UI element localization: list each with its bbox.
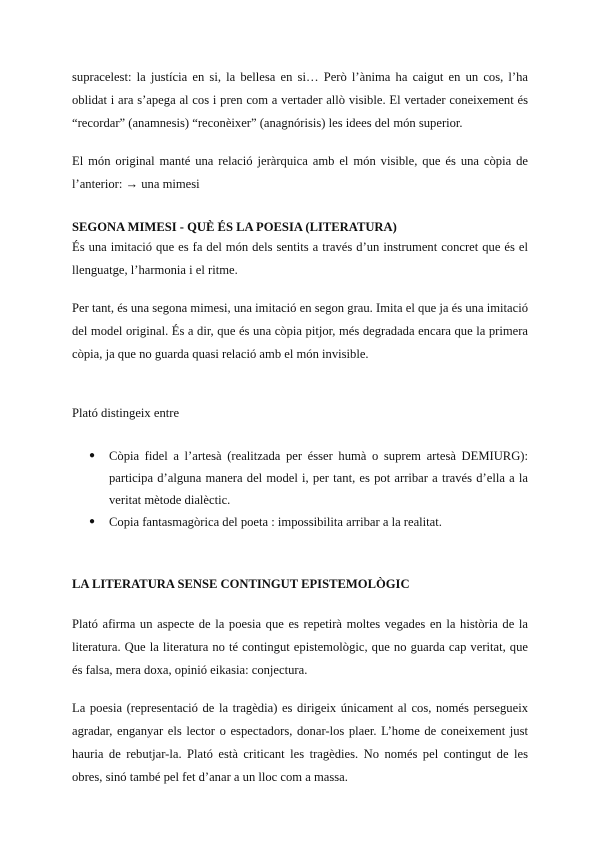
paragraph-plato-afirma: Plató afirma un aspecte de la poesia que es repetirà moltes vegades en la història de la literatura. Que la literatura no té contingut epistemològic, que no guarda cap veritat, que és falsa, mera doxa, opinió eikasia: conjectura. (72, 617, 528, 677)
list-item (72, 445, 528, 511)
heading-segona-mimesi: SEGONA MIMESI - QUÈ ÉS LA POESIA (LITERATURA) (72, 220, 397, 234)
bullet-icon: ● (89, 516, 96, 527)
document-page (72, 66, 528, 789)
paragraph-anamnesis: supracelest: la justícia en si, la bellesa en si… Però l’ànima ha caigut en un cos, l’ha oblidat i ara s’apega al cos i pren com a vertader allò visible. El vertader coneixement és “recordar” (anamnesis) “reconèixer” (anagnórisis) les idees del món superior. (72, 70, 528, 130)
paragraph-mimesi: El món original manté una relació jeràrquica amb el món visible, que és una còpia de l’anterior: → una mimesi (72, 154, 528, 191)
paragraph-plato-distingeix: Plató distingeix entre (72, 406, 180, 420)
heading-literatura-sense-contingut: LA LITERATURA SENSE CONTINGUT EPISTEMOLÒGIC (72, 577, 410, 591)
paragraph-poesia-cos: La poesia (representació de la tragèdia) es dirigeix únicament al cos, només persegueix agradar, enganyar els lector o espectadors, donar-los plaer. L’home de coneixement just hauria de rebutjar-la. Plató està criticant les tragèdies. No només pel contingut de les obres, sinó també pel fet d’anar a un lloc com a massa. (72, 701, 528, 784)
paragraph-segona-mimesi: Per tant, és una segona mimesi, una imitació en segon grau. Imita el que ja és una imitació del model original. És a dir, que és una còpia pitjor, més degradada encara que la primera còpia, ja que no guarda quasi relació amb el món invisible. (72, 301, 528, 361)
list-item (72, 511, 528, 533)
list-item-text: Còpia fidel a l’artesà (realitzada per ésser humà o suprem artesà DEMIURG): participa d’alguna manera del model i, per tant, es pot arribar a través d’ella a la veritat mètode dialèctic. (109, 449, 528, 507)
bullet-icon: ● (89, 450, 96, 461)
list-item-text: Copia fantasmagòrica del poeta : impossibilita arribar a la realitat. (109, 515, 442, 529)
paragraph-imitacio: És una imitació que es fa del món dels sentits a través d’un instrument concret que és el llenguatge, l’harmonia i el ritme. (72, 240, 528, 277)
distinction-list (72, 445, 528, 533)
